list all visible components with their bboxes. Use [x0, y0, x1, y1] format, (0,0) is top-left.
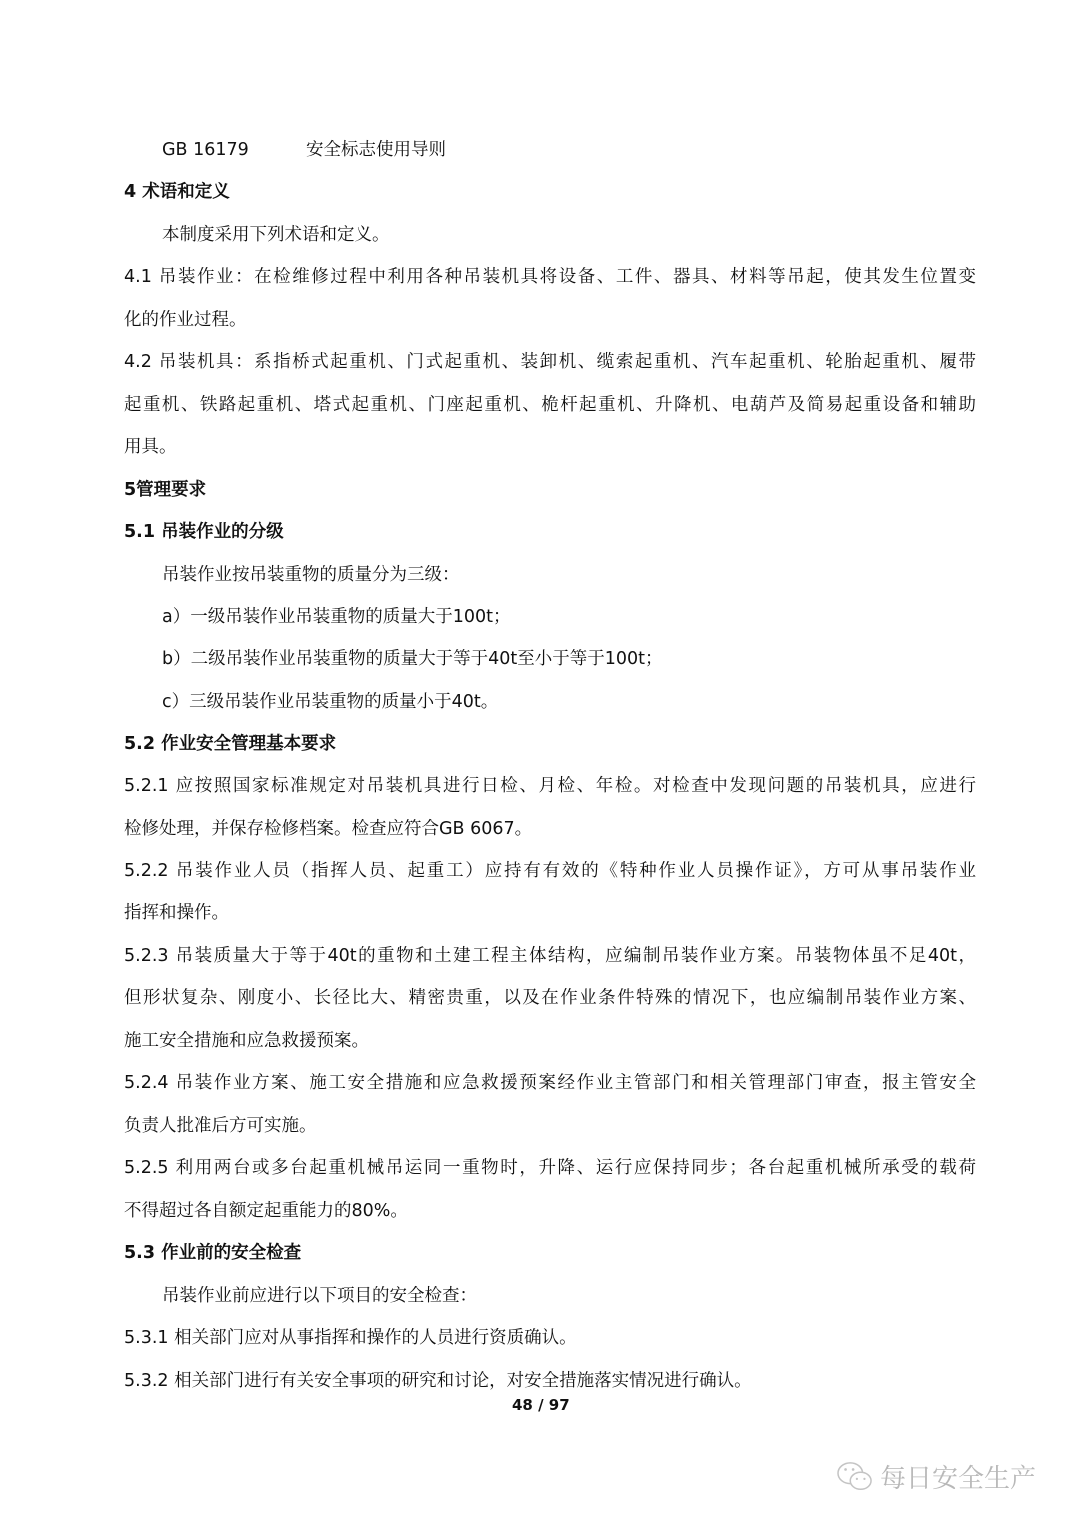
reference-code: GB 16179 [162, 140, 249, 160]
paragraph: 吊装作业前应进行以下项目的安全检查： [162, 1286, 477, 1306]
section-heading: 5管理要求 [124, 480, 207, 500]
wechat-icon [836, 1460, 874, 1494]
paragraph: 负责人批准后方可实施。 [124, 1116, 317, 1136]
section-heading: 4 术语和定义 [124, 182, 230, 202]
reference-title: 安全标志使用导则 [306, 140, 446, 160]
watermark-text: 每日安全生产 [880, 1464, 1037, 1494]
paragraph: 5.2.1 应按照国家标准规定对吊装机具进行日检、月检、年检。对检查中发现问题的吊装机具，应进行 [124, 776, 976, 796]
subsection-heading: 5.3 作业前的安全检查 [124, 1243, 302, 1263]
paragraph: 5.2.5 利用两台或多台起重机械吊运同一重物时，升降、运行应保持同步；各台起重机械所承受的载荷 [124, 1158, 976, 1178]
subsection-heading: 5.1 吊装作业的分级 [124, 522, 284, 542]
list-item: c）三级吊装作业吊装重物的质量小于40t。 [162, 692, 499, 712]
paragraph: 指挥和操作。 [124, 903, 229, 923]
paragraph: 5.2.2 吊装作业人员（指挥人员、起重工）应持有有效的《特种作业人员操作证》，方可从事吊装作业 [124, 861, 976, 881]
paragraph: 5.3.1 相关部门应对从事指挥和操作的人员进行资质确认。 [124, 1328, 577, 1348]
paragraph: 本制度采用下列术语和定义。 [162, 225, 390, 245]
paragraph: 5.3.2 相关部门进行有关安全事项的研究和讨论，对安全措施落实情况进行确认。 [124, 1371, 752, 1391]
list-item: a）一级吊装作业吊装重物的质量大于100t； [162, 607, 511, 627]
paragraph: 化的作业过程。 [124, 310, 247, 330]
paragraph: 5.2.3 吊装质量大于等于40t的重物和土建工程主体结构，应编制吊装作业方案。吊装物体虽不足40t， [124, 946, 976, 966]
subsection-heading: 5.2 作业安全管理基本要求 [124, 734, 337, 754]
page-number: 48 / 97 [512, 1396, 570, 1414]
list-item: b）二级吊装作业吊装重物的质量大于等于40t至小于等于100t； [162, 649, 663, 669]
paragraph: 吊装作业按吊装重物的质量分为三级： [162, 565, 460, 585]
paragraph: 起重机、铁路起重机、塔式起重机、门座起重机、桅杆起重机、升降机、电葫芦及简易起重设备和辅助 [124, 395, 976, 415]
watermark [836, 1458, 1036, 1495]
paragraph: 施工安全措施和应急救援预案。 [124, 1031, 369, 1051]
paragraph: 5.2.4 吊装作业方案、施工安全措施和应急救援预案经作业主管部门和相关管理部门审查，报主管安全 [124, 1073, 976, 1093]
paragraph: 检修处理，并保存检修档案。检查应符合GB 6067。 [124, 819, 533, 839]
paragraph: 不得超过各自额定起重能力的80%。 [124, 1201, 408, 1221]
paragraph: 用具。 [124, 437, 177, 457]
paragraph: 4.1 吊装作业：在检维修过程中利用各种吊装机具将设备、工件、器具、材料等吊起，使其发生位置变 [124, 267, 976, 287]
paragraph: 但形状复杂、刚度小、长径比大、精密贵重，以及在作业条件特殊的情况下，也应编制吊装作业方案、 [124, 988, 976, 1008]
paragraph: 4.2 吊装机具：系指桥式起重机、门式起重机、装卸机、缆索起重机、汽车起重机、轮胎起重机、履带 [124, 352, 976, 372]
